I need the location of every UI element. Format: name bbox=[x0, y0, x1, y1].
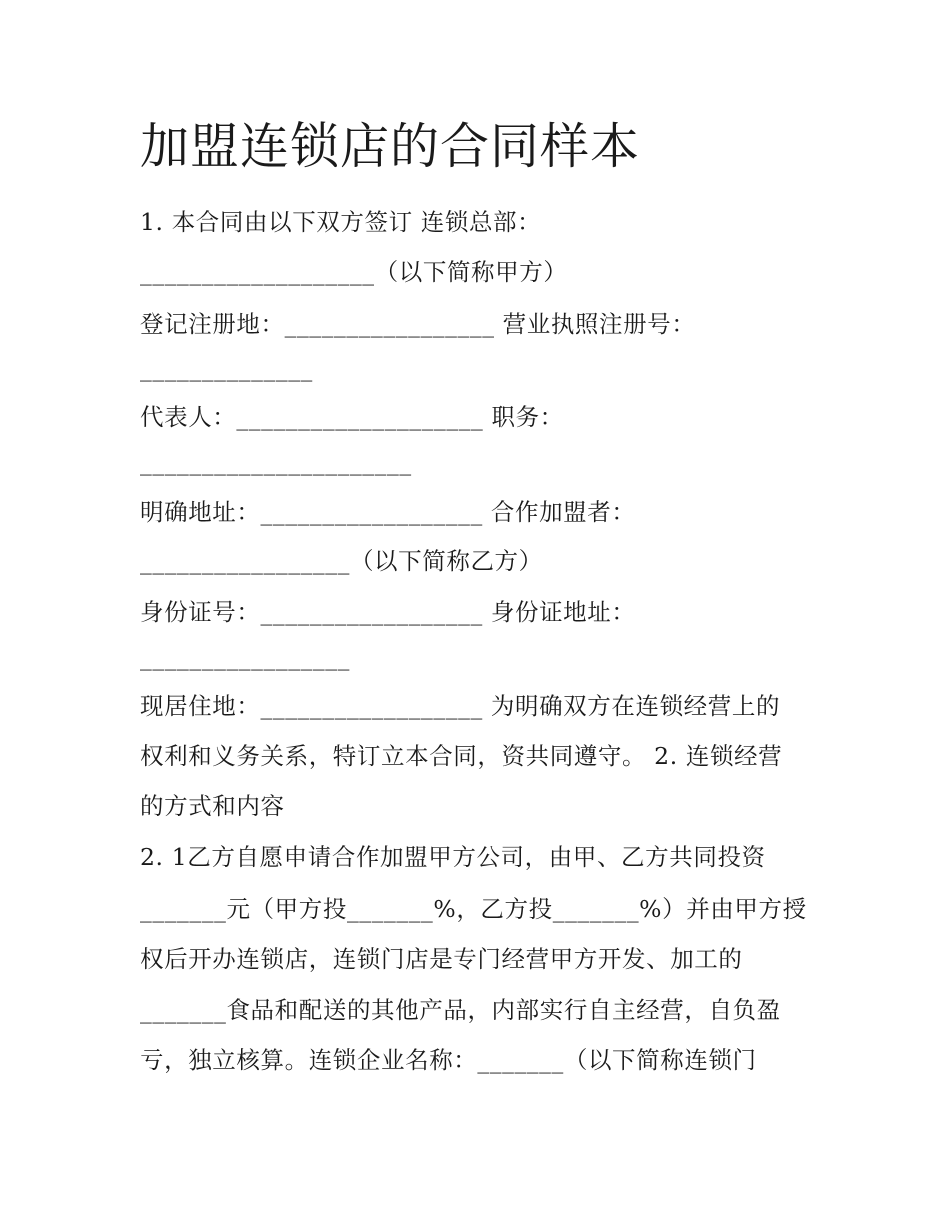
body-line-9: 身份证号：__________________ 身份证地址： bbox=[140, 598, 636, 626]
document-title: 加盟连锁店的合同样本 bbox=[140, 118, 641, 175]
body-line-7: 明确地址：__________________ 合作加盟者： bbox=[140, 498, 636, 526]
body-line-15: _______元（甲方投_______%，乙方投_______%）并由甲方授 bbox=[140, 895, 807, 923]
body-line-17: _______食品和配送的其他产品，内部实行自主经营，自负盈 bbox=[140, 996, 781, 1024]
body-line-11: 现居住地：__________________ 为明确双方在连锁经营上的 bbox=[140, 692, 781, 720]
body-line-5: 代表人：____________________ 职务： bbox=[140, 403, 564, 431]
body-line-6: ______________________ bbox=[140, 448, 412, 476]
body-line-2: ___________________（以下简称甲方） bbox=[140, 258, 568, 286]
body-line-8: _________________（以下简称乙方） bbox=[140, 547, 543, 575]
body-line-10: _________________ bbox=[140, 643, 350, 671]
body-line-4: ______________ bbox=[140, 354, 313, 382]
body-line-12: 权利和义务关系，特订立本合同，资共同遵守。 2. 连锁经营 bbox=[140, 742, 783, 770]
body-line-13: 的方式和内容 bbox=[140, 792, 285, 820]
body-line-14: 2. 1乙方自愿申请合作加盟甲方公司，由甲、乙方共同投资 bbox=[140, 843, 766, 871]
body-line-18: 亏，独立核算。连锁企业名称：_______（以下简称连锁门 bbox=[140, 1046, 757, 1074]
body-line-3: 登记注册地：_________________ 营业执照注册号： bbox=[140, 310, 696, 338]
body-line-16: 权后开办连锁店，连锁门店是专门经营甲方开发、加工的 bbox=[140, 945, 743, 973]
body-line-1: 1. 本合同由以下双方签订 连锁总部： bbox=[140, 208, 542, 236]
